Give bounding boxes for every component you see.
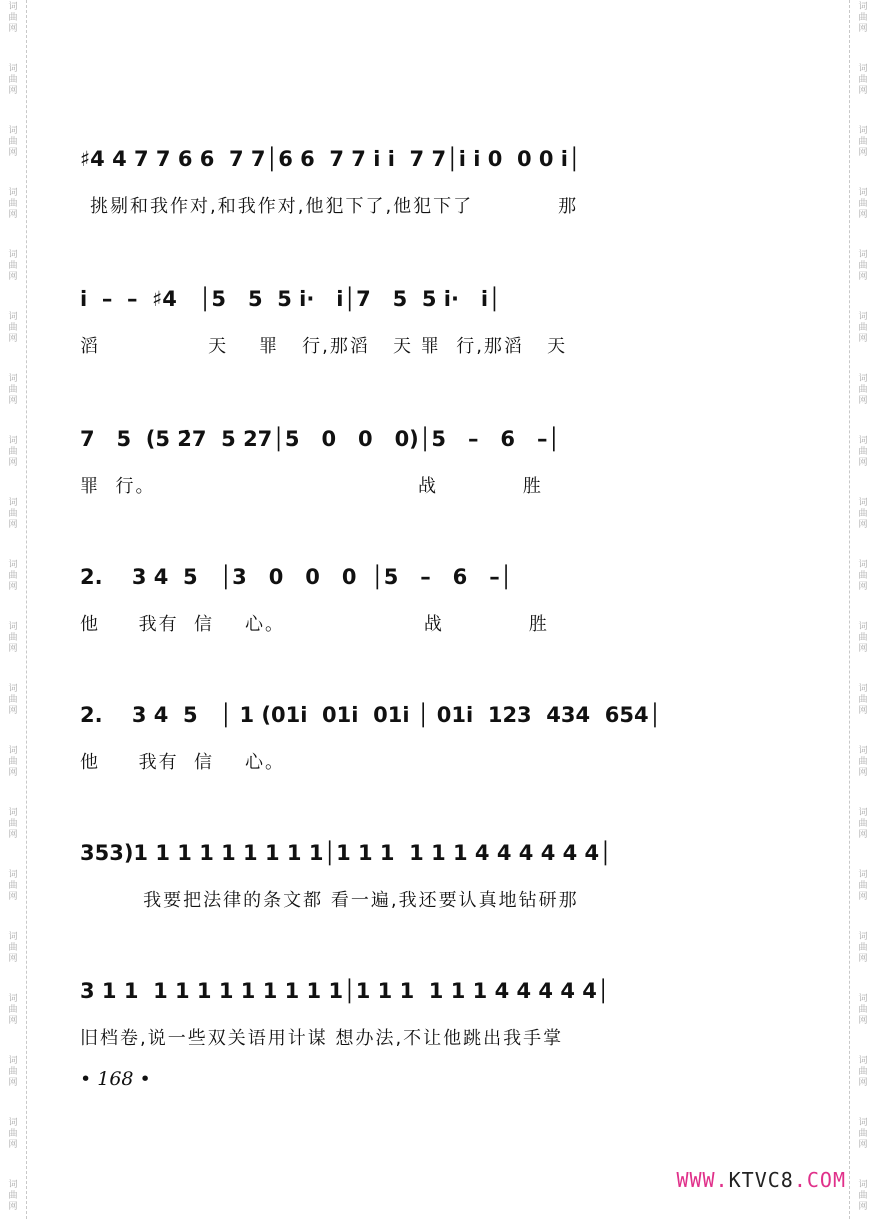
notation-line	[80, 558, 750, 598]
watermark-text: 词 曲 网	[858, 312, 868, 344]
notation-line	[80, 420, 750, 460]
score-system-7	[80, 972, 750, 1049]
notation-text: ♯4 4 7 7 6 6 7 7│6 6 7 7 i̇ i̇ 7 7│i̇ i̇ 0 0 0 i̇│	[80, 147, 581, 171]
lyric-line: 罪 行。 战 胜	[80, 476, 543, 497]
site-prefix: WWW.	[676, 1168, 729, 1192]
watermark-text: 词 曲 网	[8, 746, 18, 778]
watermark-text: 词 曲 网	[858, 188, 868, 220]
notation-text: 2. 3 4 5 │ 1 (01i̇ 01i̇ 01i̇ │ 01i̇ 123 434 654│	[80, 703, 662, 727]
watermark-text: 词 曲 网	[8, 994, 18, 1026]
watermark-text: 词 曲 网	[8, 436, 18, 468]
watermark-text: 词 曲 网	[858, 808, 868, 840]
watermark-text: 词 曲 网	[8, 1056, 18, 1088]
lyric-line: 滔 天 罪 行,那滔 天 罪 行,那滔 天	[80, 336, 568, 357]
watermark-text: 词 曲 网	[8, 188, 18, 220]
notation-line	[80, 834, 750, 874]
left-watermark-strip	[0, 0, 27, 1219]
watermark-text: 词 曲 网	[858, 622, 868, 654]
watermark-text: 词 曲 网	[858, 64, 868, 96]
score-system-4	[80, 558, 750, 635]
watermark-text: 词 曲 网	[8, 932, 18, 964]
watermark-text: 词 曲 网	[858, 498, 868, 530]
watermark-text: 词 曲 网	[8, 870, 18, 902]
watermark-text: 词 曲 网	[858, 126, 868, 158]
watermark-text: 词 曲 网	[8, 684, 18, 716]
watermark-text: 词 曲 网	[858, 250, 868, 282]
score-system-3	[80, 420, 750, 497]
score-system-1	[80, 140, 750, 217]
lyric-line: 旧档卷,说一些双关语用计谋 想办法,不让他跳出我手掌	[80, 1028, 564, 1049]
watermark-text: 词 曲 网	[858, 560, 868, 592]
watermark-text: 词 曲 网	[858, 1180, 868, 1212]
score-system-2	[80, 280, 750, 357]
watermark-text: 词 曲 网	[858, 870, 868, 902]
watermark-text: 词 曲 网	[8, 808, 18, 840]
notation-text: 3 1 1 1 1 1 1 1 1 1 1 1│1 1 1 1 1 1 4 4 4 4 4│	[80, 979, 610, 1003]
score-system-6	[80, 834, 750, 911]
notation-line	[80, 696, 750, 736]
watermark-text: 词 曲 网	[858, 684, 868, 716]
watermark-text: 词 曲 网	[8, 2, 18, 34]
watermark-text: 词 曲 网	[858, 374, 868, 406]
notation-text: 7 5 (5 2̇7 5 27│5 0 0 0)│5 – 6 –│	[80, 427, 561, 451]
watermark-text: 词 曲 网	[8, 64, 18, 96]
watermark-text: 词 曲 网	[858, 2, 868, 34]
watermark-text: 词 曲 网	[8, 622, 18, 654]
watermark-text: 词 曲 网	[8, 1118, 18, 1150]
page-number: • 168 •	[80, 1068, 151, 1090]
lyric-line: 他 我有 信 心。 战 胜	[80, 614, 549, 635]
lyric-line: 挑剔和我作对,和我作对,他犯下了,他犯下了 那	[90, 196, 579, 217]
site-suffix: .COM	[793, 1168, 846, 1192]
notation-line	[80, 140, 750, 180]
watermark-text: 词 曲 网	[858, 1056, 868, 1088]
score-system-5	[80, 696, 750, 773]
lyric-line: 他 我有 信 心。	[80, 752, 285, 773]
notation-text: i̇ – – ♯4 │5 5 5 i̇· i̇│7 5 5 i̇· i̇│	[80, 287, 501, 311]
site-logo[interactable]	[676, 1168, 846, 1192]
notation-line	[80, 280, 750, 320]
watermark-text: 词 曲 网	[858, 436, 868, 468]
watermark-text: 词 曲 网	[8, 374, 18, 406]
watermark-text: 词 曲 网	[8, 312, 18, 344]
watermark-text: 词 曲 网	[8, 126, 18, 158]
watermark-text: 词 曲 网	[8, 1180, 18, 1212]
watermark-text: 词 曲 网	[8, 560, 18, 592]
watermark-text: 词 曲 网	[858, 746, 868, 778]
site-brand: KTVC8	[728, 1168, 794, 1192]
watermark-text: 词 曲 网	[858, 932, 868, 964]
watermark-text: 词 曲 网	[8, 250, 18, 282]
watermark-text: 词 曲 网	[8, 498, 18, 530]
notation-line	[80, 972, 750, 1012]
lyric-line: 我要把法律的条文都 看一遍,我还要认真地钻研那	[120, 890, 579, 911]
right-watermark-strip	[849, 0, 876, 1219]
notation-text: 2. 3 4 5 │3 0 0 0 │5 – 6 –│	[80, 565, 513, 589]
notation-text: 353)1 1 1 1 1 1 1 1 1│1 1 1 1 1 1 4 4 4 4 4 4│	[80, 841, 612, 865]
watermark-text: 词 曲 网	[858, 1118, 868, 1150]
watermark-text: 词 曲 网	[858, 994, 868, 1026]
